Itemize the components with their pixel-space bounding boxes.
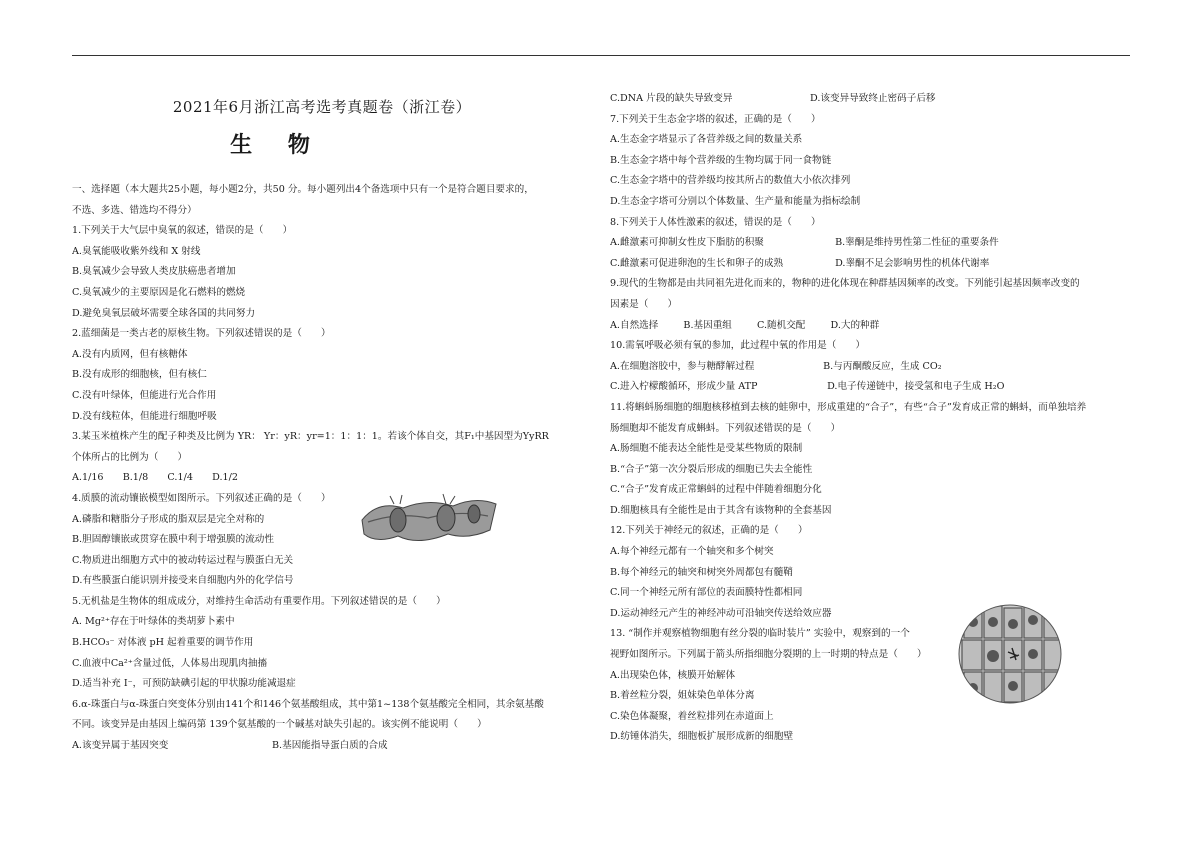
option-a: A.自然选择 xyxy=(610,319,659,331)
text-line: 6.α-珠蛋白与α-珠蛋白突变体分别由141个和146个氨基酸组成，其中第1~138个氨基酸完全相同，其余氨基酸 xyxy=(72,698,544,710)
text-line: B.生态金字塔中每个营养级的生物均属于同一食物链 xyxy=(610,154,832,166)
text-line: D.纺锤体消失，细胞板扩展形成新的细胞壁 xyxy=(610,731,794,743)
text-line: 3.某玉米植株产生的配子种类及比例为 YR： Yr：yR：yr=1：1：1：1。若该个体自交，其F₁中基因型为YyRR xyxy=(72,431,549,443)
option-row xyxy=(610,357,1135,378)
text-line: B.着丝粒分裂，姐妹染色单体分离 xyxy=(610,690,755,702)
option-d: D.睾酮不足会影响男性的机体代谢率 xyxy=(835,257,990,269)
membrane-model-figure xyxy=(358,490,500,550)
text-line: 2.蓝细菌是一类古老的原核生物。下列叙述错误的是（ ） xyxy=(72,328,331,340)
text-line: A.磷脂和糖脂分子形成的脂双层是完全对称的 xyxy=(72,513,265,525)
paper-title: 2021年6月浙江高考选考真题卷（浙江卷） xyxy=(172,98,472,116)
text-line: D.生态金字塔可分别以个体数量、生产量和能量为指标绘制 xyxy=(610,195,861,207)
text-line: 13. “制作并观察植物细胞有丝分裂的临时装片” 实验中，观察到的一个 xyxy=(610,628,910,640)
text-line: A.出现染色体，核膜开始解体 xyxy=(610,669,736,681)
mitosis-micrograph-figure xyxy=(958,604,1063,704)
option-a: A.雌激素可抑制女性皮下脂肪的积聚 xyxy=(610,237,764,249)
option-row xyxy=(610,316,1135,337)
text-line: 12.下列关于神经元的叙述，正确的是（ ） xyxy=(610,525,808,537)
text-line: C.物质进出细胞方式中的被动转运过程与膜蛋白无关 xyxy=(72,554,294,566)
text-line: 11.将蝌蚪肠细胞的细胞核移植到去核的蛙卵中，形成重建的“合子”，有些“合子”发育成正常的蝌蚪，而单独培养 xyxy=(610,401,1087,413)
text-line: 肠细胞却不能发育成蝌蚪。下列叙述错误的是（ ） xyxy=(610,422,841,434)
text-line: C.臭氧减少的主要原因是化石燃料的燃烧 xyxy=(72,286,246,298)
option-b: B.与丙酮酸反应，生成 CO₂ xyxy=(823,360,942,372)
option-c: C.雌激素可促进卵泡的生长和卵子的成熟 xyxy=(610,257,784,269)
text-line: A.肠细胞不能表达全能性是受某些物质的限制 xyxy=(610,443,803,455)
text-line: A.臭氧能吸收紫外线和 X 射线 xyxy=(72,245,201,257)
text-line: B.HCO₃⁻ 对体液 pH 起着重要的调节作用 xyxy=(72,637,254,649)
text-line: B.胆固醇镶嵌或贯穿在膜中利于增强膜的流动性 xyxy=(72,534,274,546)
text-line: B.臭氧减少会导致人类皮肤癌患者增加 xyxy=(72,266,236,278)
text-line: A.生态金字塔显示了各营养级之间的数量关系 xyxy=(610,134,803,146)
text-line: C.染色体凝聚，着丝粒排列在赤道面上 xyxy=(610,710,774,722)
subject-title: 生 物 xyxy=(230,132,324,158)
text-line: D.运动神经元产生的神经冲动可沿轴突传送给效应器 xyxy=(610,607,832,619)
text-line: 7.下列关于生态金字塔的叙述，正确的是（ ） xyxy=(610,113,821,125)
text-line: 8.下列关于人体性激素的叙述，错误的是（ ） xyxy=(610,216,821,228)
option-row xyxy=(610,254,1135,275)
text-line: 因素是（ ） xyxy=(610,298,678,310)
text-line: D.避免臭氧层破坏需要全球各国的共同努力 xyxy=(72,307,256,319)
text-line: B.每个神经元的轴突和树突外周都包有髓鞘 xyxy=(610,566,793,578)
text-line: 10.需氧呼吸必须有氧的参加，此过程中氧的作用是（ ） xyxy=(610,340,866,352)
text-line: A. Mg²⁺存在于叶绿体的类胡萝卜素中 xyxy=(72,616,235,628)
text-line: C.血液中Ca²⁺含量过低，人体易出现肌肉抽搐 xyxy=(72,657,268,669)
text-line: 1.下列关于大气层中臭氧的叙述，错误的是（ ） xyxy=(72,225,293,237)
text-line: D.适当补充 I⁻，可预防缺碘引起的甲状腺功能减退症 xyxy=(72,678,296,690)
text-line: 不同。该变异是由基因上编码第 139个氨基酸的一个碱基对缺失引起的。该实例不能说明（ ） xyxy=(72,719,487,731)
text-line: C.没有叶绿体，但能进行光合作用 xyxy=(72,389,217,401)
text-line: 不选、多选、错选均不得分） xyxy=(72,204,197,216)
text-line: 个体所占的比例为（ ） xyxy=(72,451,188,463)
text-line: D.有些膜蛋白能识别并接受来自细胞内外的化学信号 xyxy=(72,575,294,587)
text-line: 5.无机盐是生物体的组成成分，对维持生命活动有重要作用。下列叙述错误的是（ ） xyxy=(72,595,446,607)
option-a: A.该变异属于基因突变 xyxy=(72,740,169,752)
option-b: B.睾酮是维持男性第二性征的重要条件 xyxy=(835,237,999,249)
option-c: C.进入柠檬酸循环，形成少量 ATP xyxy=(610,381,758,393)
text-line: C.“合子”发育成正常蝌蚪的过程中伴随着细胞分化 xyxy=(610,484,822,496)
text-line: 视野如图所示。下列属于箭头所指细胞分裂期的上一时期的特点是（ ） xyxy=(610,649,927,661)
option-b: B.基因重组 xyxy=(683,319,732,331)
text-line: 4.质膜的流动镶嵌模型如图所示。下列叙述正确的是（ ） xyxy=(72,492,331,504)
option-d: D.该变异导致终止密码子后移 xyxy=(810,93,936,104)
top-rule xyxy=(72,55,1130,56)
text-line: B.“合子”第一次分裂后形成的细胞已失去全能性 xyxy=(610,463,813,475)
option-c: C.DNA 片段的缺失导致变异 xyxy=(610,93,733,104)
text-line: 9.现代的生物都是由共同祖先进化而来的，物种的进化体现在种群基因频率的改变。下列能引起基因频率改变的 xyxy=(610,278,1080,290)
text-line: D.细胞核具有全能性是由于其含有该物种的全套基因 xyxy=(610,504,832,516)
option-row xyxy=(610,377,1135,398)
option-b: B.基因能指导蛋白质的合成 xyxy=(272,740,388,752)
text-line: C.同一个神经元所有部位的表面膜特性都相同 xyxy=(610,587,803,599)
text-line: A.每个神经元都有一个轴突和多个树突 xyxy=(610,546,774,558)
option-row xyxy=(72,736,602,757)
option-d: D.电子传递链中，接受氢和电子生成 H₂O xyxy=(827,381,1005,393)
option-a: A.在细胞溶胶中，参与糖酵解过程 xyxy=(610,360,755,372)
option-c: C.随机交配 xyxy=(756,319,806,331)
option-row xyxy=(610,233,1135,254)
option-row xyxy=(610,89,1135,110)
text-line: B.没有成形的细胞核，但有核仁 xyxy=(72,369,207,381)
text-line: D.没有线粒体，但能进行细胞呼吸 xyxy=(72,410,217,422)
left-column xyxy=(72,180,602,757)
option-d: D.大的种群 xyxy=(830,319,880,331)
text-line: 一、选择题（本大题共25小题，每小题2分，共50 分。每小题列出4个备选项中只有一个是符合题目要求的， xyxy=(72,184,534,195)
text-line: C.生态金字塔中的营养级均按其所占的数值大小依次排列 xyxy=(610,175,851,187)
text-line: A.没有内质网，但有核糖体 xyxy=(72,348,188,360)
text-line: A.1/16 B.1/8 C.1/4 D.1/2 xyxy=(72,472,238,484)
